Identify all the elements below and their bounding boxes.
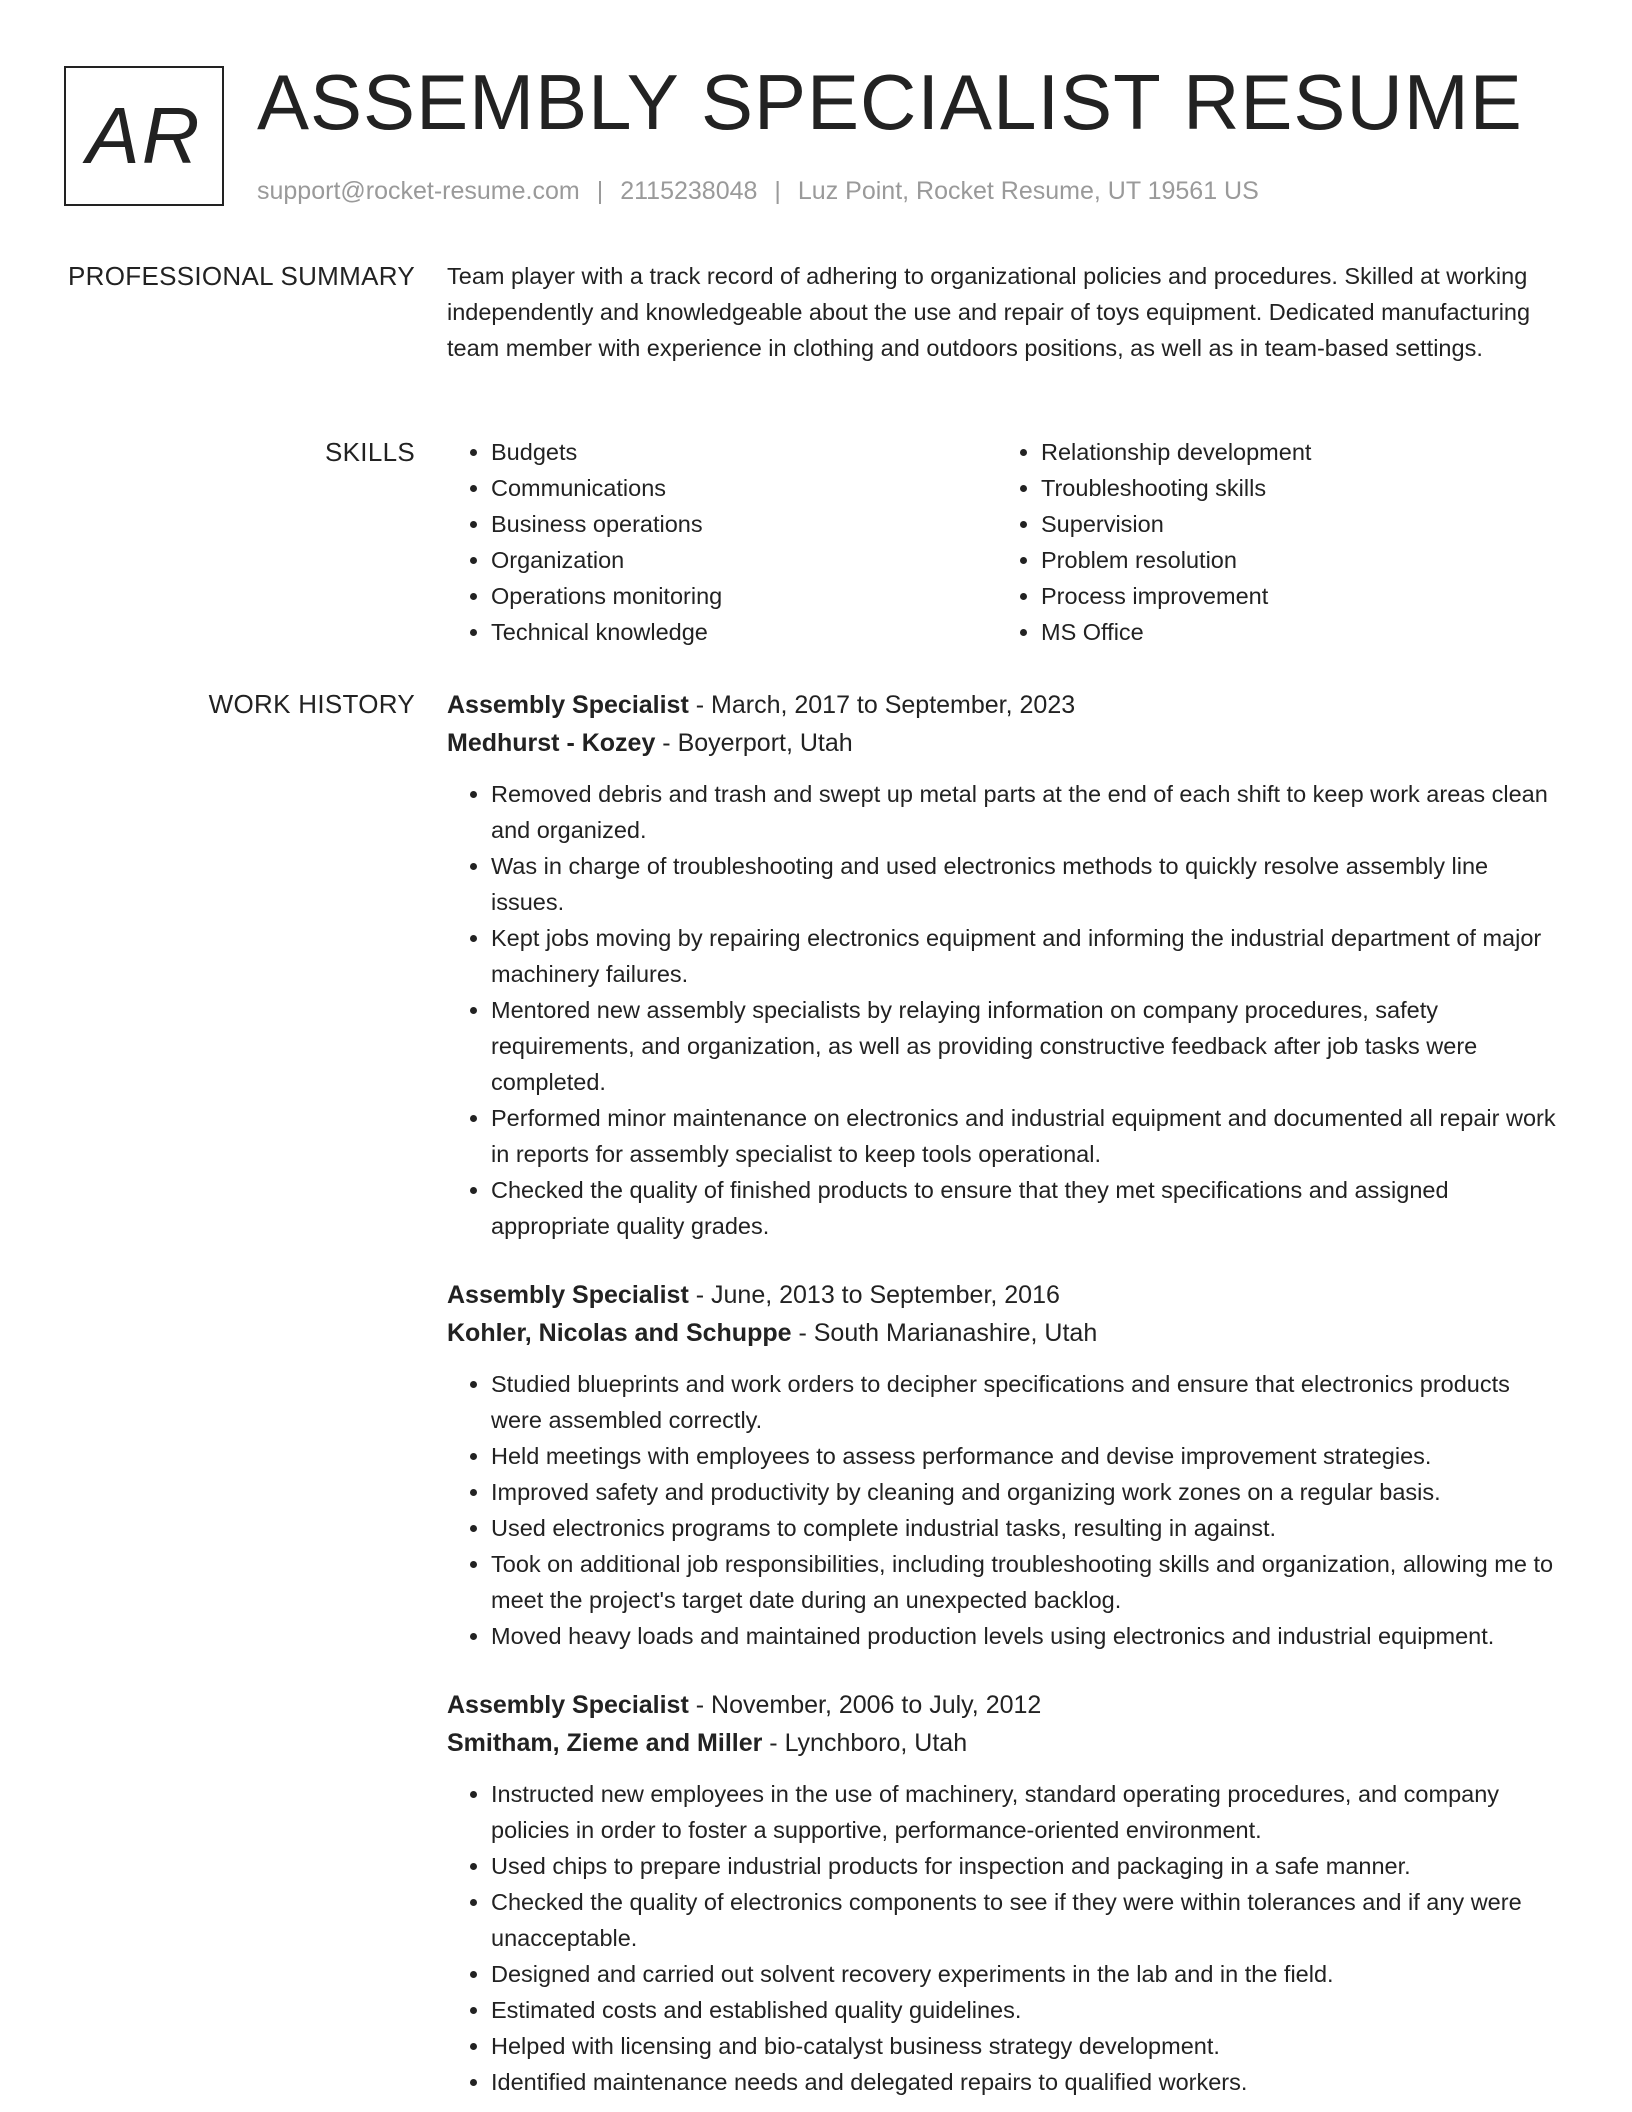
job-bullet: • Designed and carried out solvent recovery experiments in the lab and in the field. (491, 1956, 1567, 1992)
job-bullet: • Checked the quality of finished products to ensure that they met specifications and assigned appropriate quality grades. (491, 1172, 1567, 1244)
job-company-line (447, 724, 1567, 762)
job-company: Smitham, Zieme and Miller (447, 1729, 763, 1757)
job-bullet: • Moved heavy loads and maintained production levels using electronics and industrial equipment. (491, 1618, 1567, 1654)
job-bullet: • Improved safety and productivity by cleaning and organizing work zones on a regular basis. (491, 1474, 1567, 1510)
job-title: Assembly Specialist (447, 1691, 689, 1719)
job-location: - South Marianashire, Utah (791, 1319, 1098, 1347)
summary-label: PROFESSIONAL SUMMARY (68, 261, 415, 291)
job-company: Medhurst - Kozey (447, 729, 656, 757)
resume-title: ASSEMBLY SPECIALIST RESUME (257, 58, 1523, 146)
job-bullet: • Took on additional job responsibilities, including troubleshooting skills and organization, allowing me to meet the project's target date during an unexpected backlog. (491, 1546, 1567, 1618)
skill-item: • Process improvement (1041, 578, 1547, 614)
job-title-line (447, 1276, 1567, 1314)
job-title: Assembly Specialist (447, 691, 689, 719)
contact-line (257, 174, 1259, 208)
skill-item: • Budgets (491, 434, 997, 470)
skill-item: • Troubleshooting skills (1041, 470, 1547, 506)
job-bullet: • Mentored new assembly specialists by relaying information on company procedures, safety requirements, and organization, as well as providing constructive feedback after job tasks were completed. (491, 992, 1567, 1100)
skill-item: • MS Office (1041, 614, 1547, 650)
work-history-label: WORK HISTORY (208, 689, 415, 719)
job-entry (447, 1686, 1567, 2100)
job-bullet: • Used chips to prepare industrial products for inspection and packaging in a safe manner. (491, 1848, 1567, 1884)
skill-item: • Problem resolution (1041, 542, 1547, 578)
job-company-line (447, 1724, 1567, 1762)
job-bullet: • Performed minor maintenance on electronics and industrial equipment and documented all repair work in reports for assembly specialist to keep tools operational. (491, 1100, 1567, 1172)
skills-label: SKILLS (325, 437, 415, 467)
skill-item: • Operations monitoring (491, 578, 997, 614)
skills-list-left (447, 434, 997, 650)
summary-text: Team player with a track record of adhering to organizational policies and procedures. Skilled at working independently and knowledgeable about the use and repair of toys equipment. Dedicated manufacturing team member with experience in clothing and outdoors positions, as well as in team-based settings. (447, 263, 1531, 361)
skill-item: • Business operations (491, 506, 997, 542)
job-bullet: • Held meetings with employees to assess performance and devise improvement strategies. (491, 1438, 1567, 1474)
job-bullet: • Used electronics programs to complete industrial tasks, resulting in against. (491, 1510, 1567, 1546)
job-bullet: • Removed debris and trash and swept up metal parts at the end of each shift to keep work areas clean and organized. (491, 776, 1567, 848)
job-location: - Boyerport, Utah (655, 729, 853, 757)
job-bullet: • Identified maintenance needs and delegated repairs to qualified workers. (491, 2064, 1567, 2100)
job-dates: - March, 2017 to September, 2023 (688, 691, 1076, 719)
job-company-line (447, 1314, 1567, 1352)
job-bullet: • Estimated costs and established quality guidelines. (491, 1992, 1567, 2028)
phone: 2115238048 (620, 177, 758, 205)
job-dates: - June, 2013 to September, 2016 (688, 1281, 1060, 1309)
address: Luz Point, Rocket Resume, UT 19561 US (797, 177, 1259, 205)
jobs-list (447, 686, 1567, 2112)
email: support@rocket-resume.com (257, 177, 580, 205)
job-bullet: • Studied blueprints and work orders to decipher specifications and ensure that electronics products were assembled correctly. (491, 1366, 1567, 1438)
skill-item: • Organization (491, 542, 997, 578)
job-bullet: • Instructed new employees in the use of machinery, standard operating procedures, and company policies in order to foster a supportive, performance-oriented environment. (491, 1776, 1567, 1848)
skill-item: • Relationship development (1041, 434, 1547, 470)
job-bullet: • Checked the quality of electronics components to see if they were within tolerances and if any were unacceptable. (491, 1884, 1567, 1956)
job-bullet: • Was in charge of troubleshooting and used electronics methods to quickly resolve assembly line issues. (491, 848, 1567, 920)
skill-item: • Communications (491, 470, 997, 506)
monogram: AR (64, 66, 224, 206)
job-bullets (447, 776, 1567, 1244)
job-location: - Lynchboro, Utah (762, 1729, 968, 1757)
job-bullets (447, 1366, 1567, 1654)
contact-separator: | (596, 177, 604, 205)
job-entry (447, 686, 1567, 1244)
job-title-line (447, 1686, 1567, 1724)
skill-item: • Technical knowledge (491, 614, 997, 650)
job-dates: - November, 2006 to July, 2012 (688, 1691, 1042, 1719)
job-bullet: • Kept jobs moving by repairing electronics equipment and informing the industrial department of major machinery failures. (491, 920, 1567, 992)
skills-list-right (997, 434, 1547, 650)
skill-item: • Supervision (1041, 506, 1547, 542)
job-company: Kohler, Nicolas and Schuppe (447, 1319, 792, 1347)
job-entry (447, 1276, 1567, 1654)
job-bullet: • Helped with licensing and bio-catalyst business strategy development. (491, 2028, 1567, 2064)
job-bullets (447, 1776, 1567, 2100)
job-title-line (447, 686, 1567, 724)
job-title: Assembly Specialist (447, 1281, 689, 1309)
contact-separator: | (774, 177, 781, 205)
